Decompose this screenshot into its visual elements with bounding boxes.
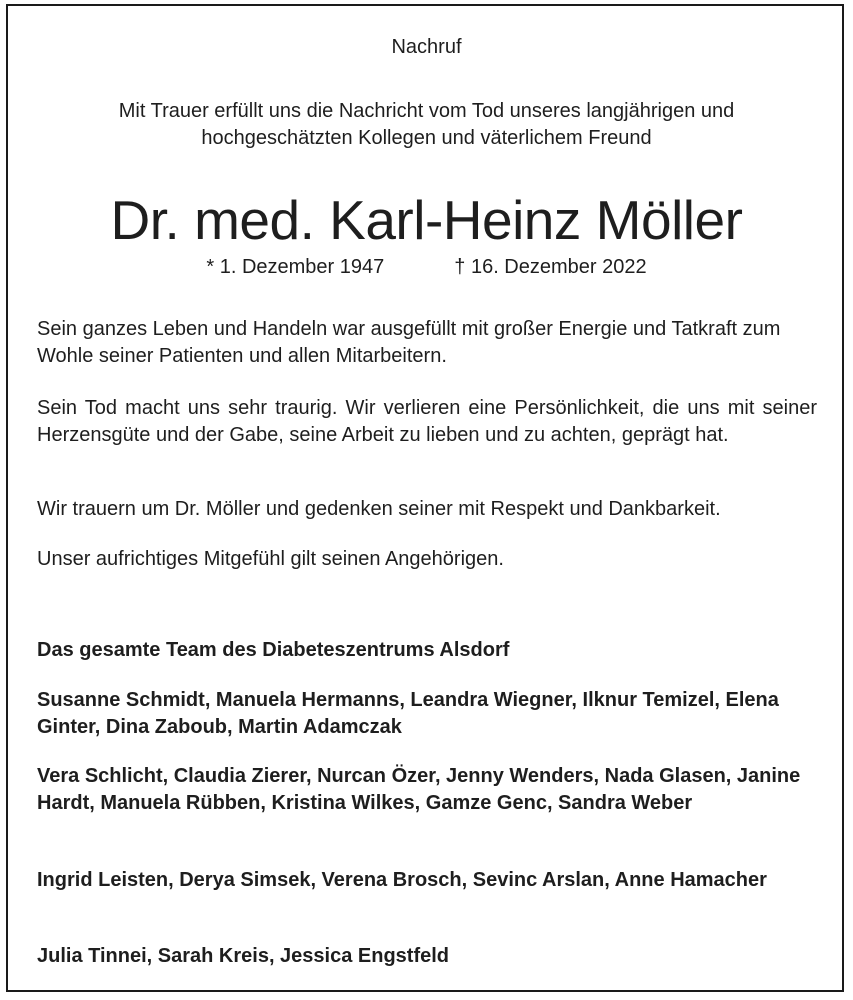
signature-group-4: Julia Tinnei, Sarah Kreis, Jessica Engstfeld — [37, 945, 450, 967]
death-date: † 16. Dezember 2022 — [454, 256, 647, 278]
signature-group-1: Susanne Schmidt, Manuela Hermanns, Leandra Wiegner, Ilknur Temizel, Elena Ginter, Dina Zaboub, Martin Adamczak — [37, 689, 779, 738]
notice-heading: Nachruf — [391, 36, 462, 58]
paragraph-energy: Sein ganzes Leben und Handeln war ausgefüllt mit großer Energie und Tatkraft zum Wohle seiner Patienten und allen Mitarbeitern. — [37, 318, 781, 367]
signature-group-2: Vera Schlicht, Claudia Zierer, Nurcan Özer, Jenny Wenders, Nada Glasen, Janine Hardt, Manuela Rübben, Kristina Wilkes, Gamze Genc, Sandra Weber — [37, 765, 801, 814]
intro-line-2: hochgeschätzten Kollegen und väterlichem Freund — [201, 127, 652, 149]
paragraph-condolence: Unser aufrichtiges Mitgefühl gilt seinen Angehörigen. — [37, 548, 504, 570]
deceased-name: Dr. med. Karl-Heinz Möller — [110, 189, 743, 251]
life-dates — [0, 254, 853, 280]
paragraph-sadness: Sein Tod macht uns sehr traurig. Wir verlieren eine Persönlichkeit, die uns mit seiner Herzensgüte und der Gabe, seine Arbeit zu lieben und zu achten, geprägt hat. — [37, 397, 817, 446]
paragraph-mourning: Wir trauern um Dr. Möller und gedenken seiner mit Respekt und Dankbarkeit. — [37, 498, 721, 520]
signature-team: Das gesamte Team des Diabeteszentrums Alsdorf — [37, 639, 510, 661]
intro-line-1: Mit Trauer erfüllt uns die Nachricht vom Tod unseres langjährigen und — [118, 100, 735, 122]
signature-group-3: Ingrid Leisten, Derya Simsek, Verena Brosch, Sevinc Arslan, Anne Hamacher — [37, 869, 767, 891]
birth-date: * 1. Dezember 1947 — [206, 256, 385, 278]
intro-text — [0, 98, 853, 152]
